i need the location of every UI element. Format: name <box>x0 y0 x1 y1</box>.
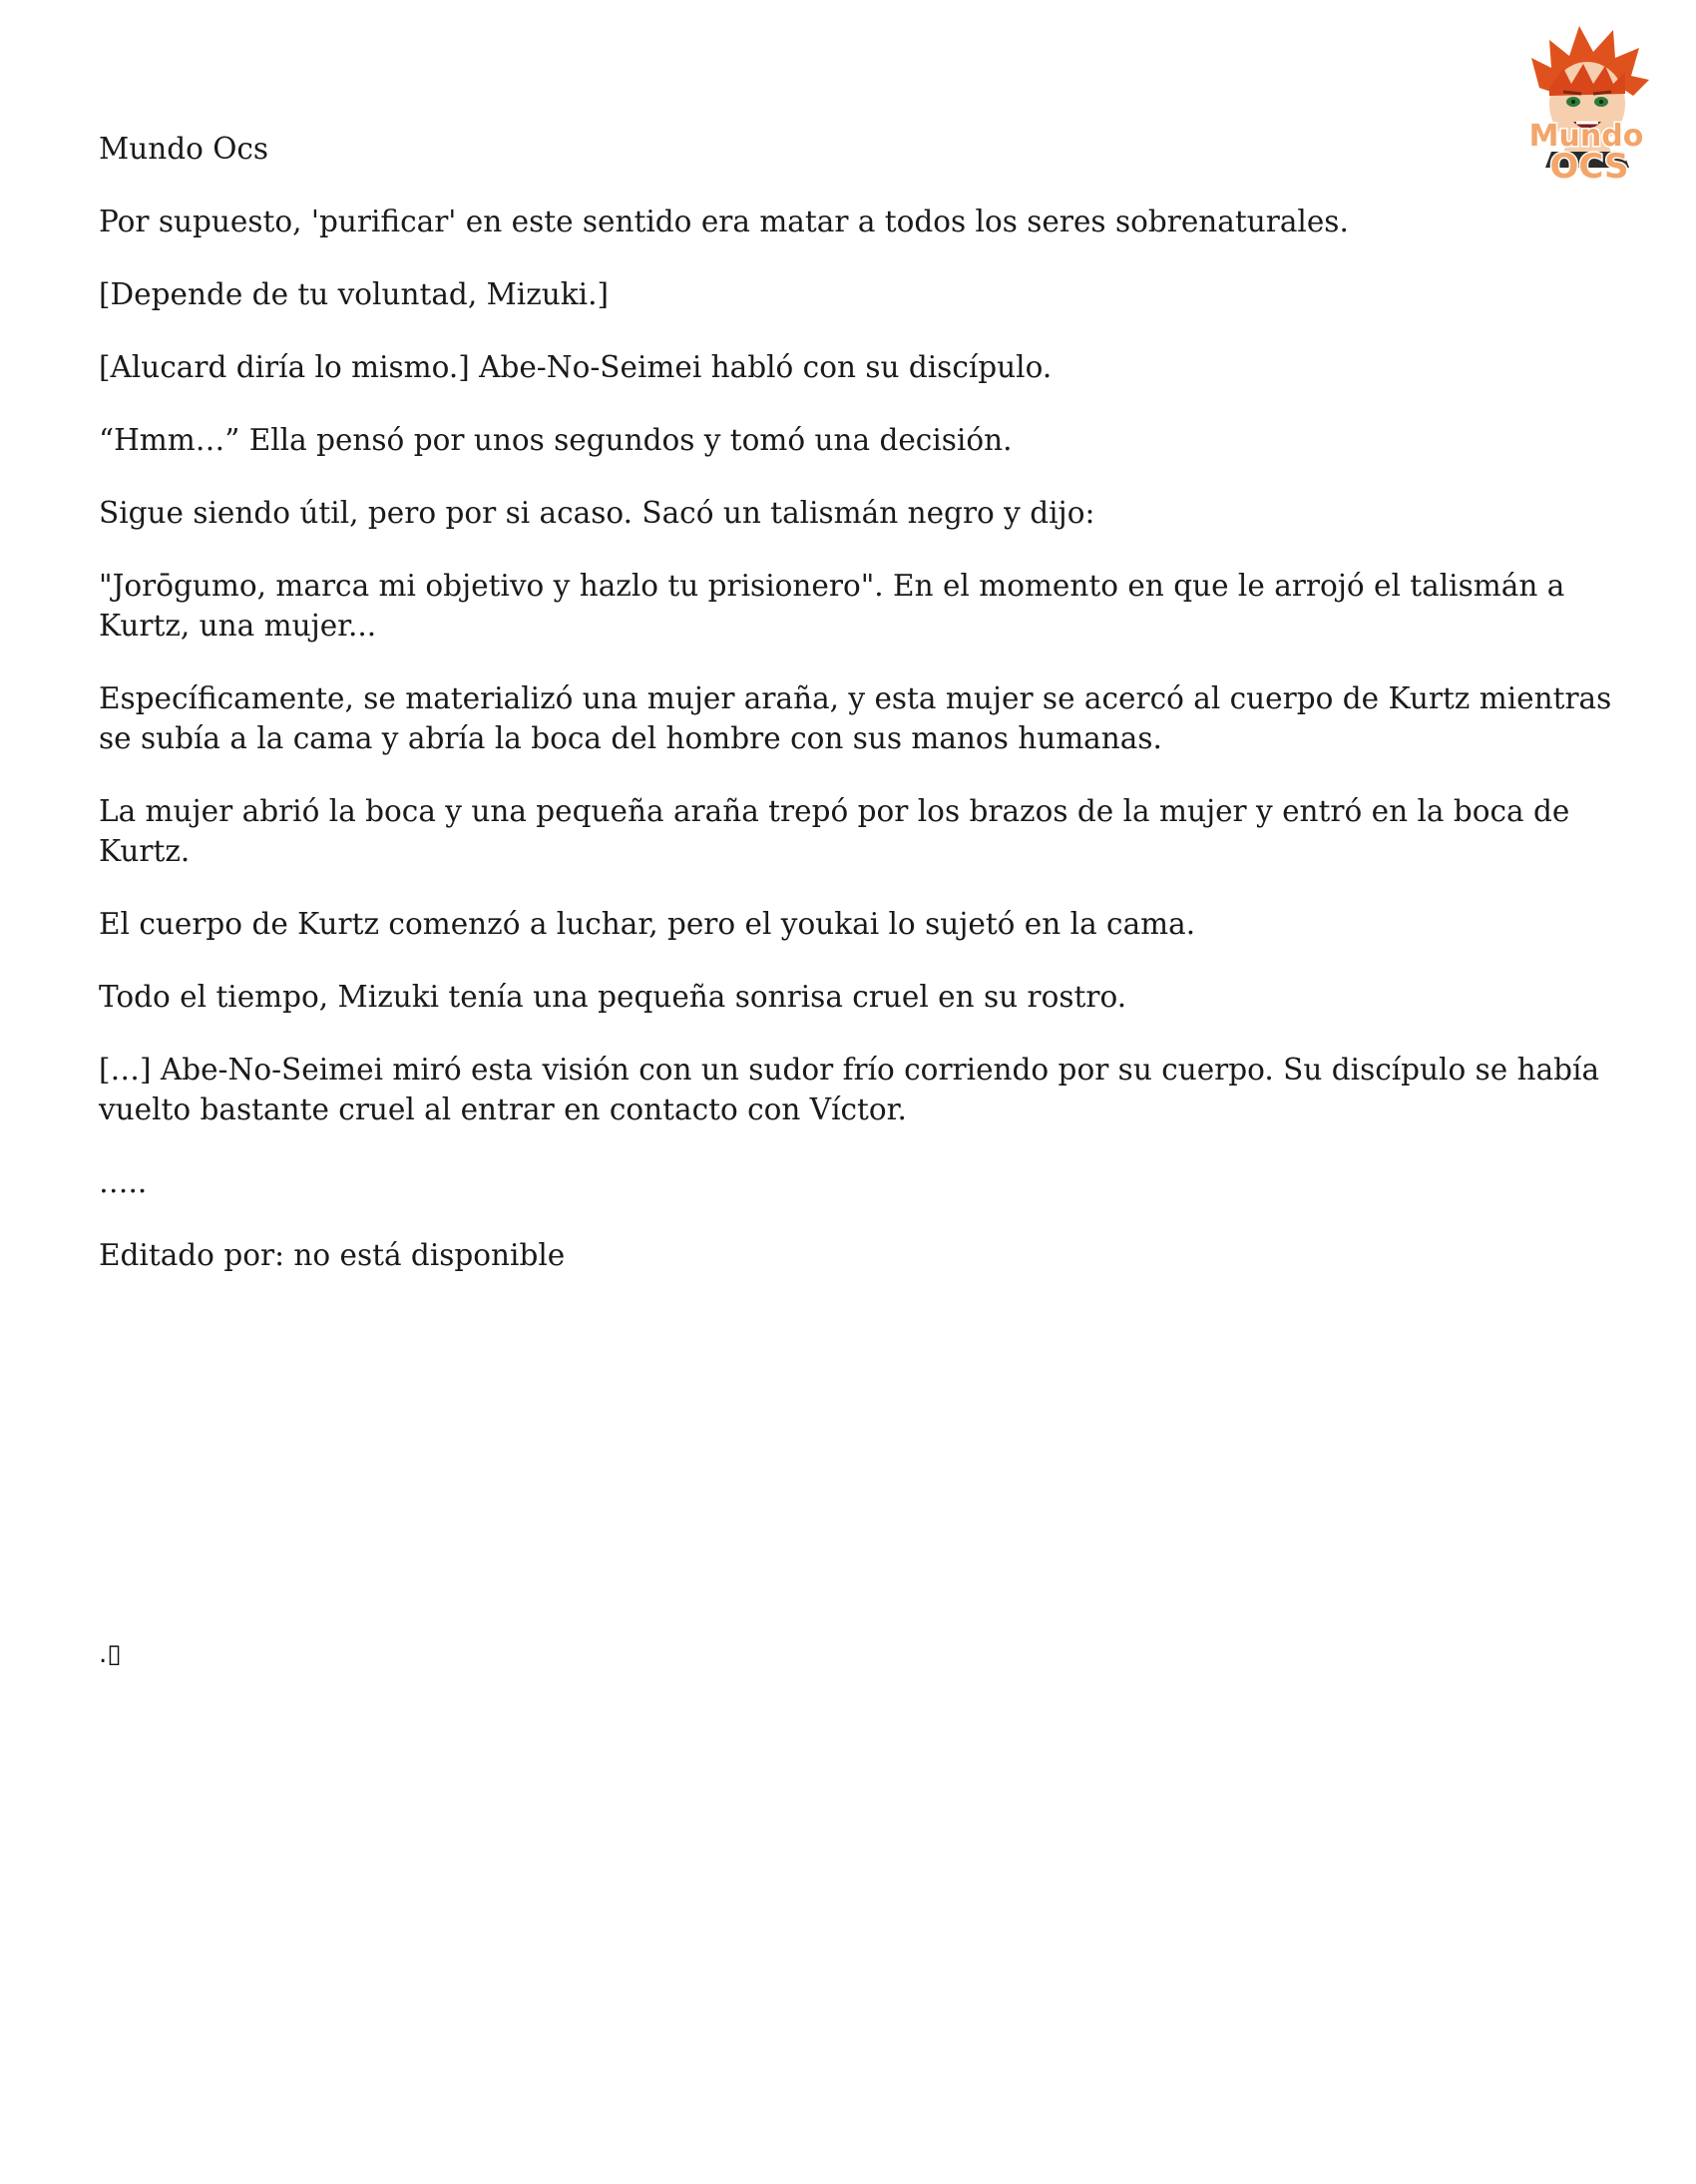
svg-text:OCS: OCS <box>1549 147 1629 187</box>
paragraph: La mujer abrió la boca y una pequeña araña trepó por los brazos de la mujer y entró en la boca de Kurtz. <box>99 794 1570 868</box>
trailing-mark: .▯ <box>99 1639 122 1669</box>
paragraph: "Jorōgumo, marca mi objetivo y hazlo tu prisionero". En el momento en que le arrojó el talismán a Kurtz, una mujer... <box>99 569 1565 643</box>
paragraph: “Hmm…” Ella pensó por unos segundos y tomó una decisión. <box>99 423 1013 457</box>
editor-credit: Editado por: no está disponible <box>99 1238 566 1272</box>
document-body <box>99 129 1635 1308</box>
paragraph: Sigue siendo útil, pero por si acaso. Sacó un talismán negro y dijo: <box>99 496 1095 530</box>
paragraph: Todo el tiempo, Mizuki tenía una pequeña sonrisa cruel en su rostro. <box>99 980 1127 1014</box>
svg-text:Mundo: Mundo <box>1528 119 1644 154</box>
paragraph: El cuerpo de Kurtz comenzó a luchar, pero el youkai lo sujetó en la cama. <box>99 907 1196 941</box>
paragraph: [Depende de tu voluntad, Mizuki.] <box>99 277 609 311</box>
paragraph: […] Abe-No-Seimei miró esta visión con un sudor frío corriendo por su cuerpo. Su discípulo se había vuelto bastante cruel al entrar en contacto con Víctor. <box>99 1053 1600 1126</box>
paragraph: [Alucard diría lo mismo.] Abe-No-Seimei habló con su discípulo. <box>99 350 1053 384</box>
document-header: Mundo Ocs <box>99 132 269 166</box>
paragraph: Por supuesto, 'purificar' en este sentido era matar a todos los seres sobrenaturales. <box>99 205 1349 238</box>
ellipsis-separator: ….. <box>99 1165 148 1199</box>
paragraph: Específicamente, se materializó una mujer araña, y esta mujer se acercó al cuerpo de Kurtz mientras se subía a la cama y abría la boca del hombre con sus manos humanas. <box>99 681 1612 755</box>
